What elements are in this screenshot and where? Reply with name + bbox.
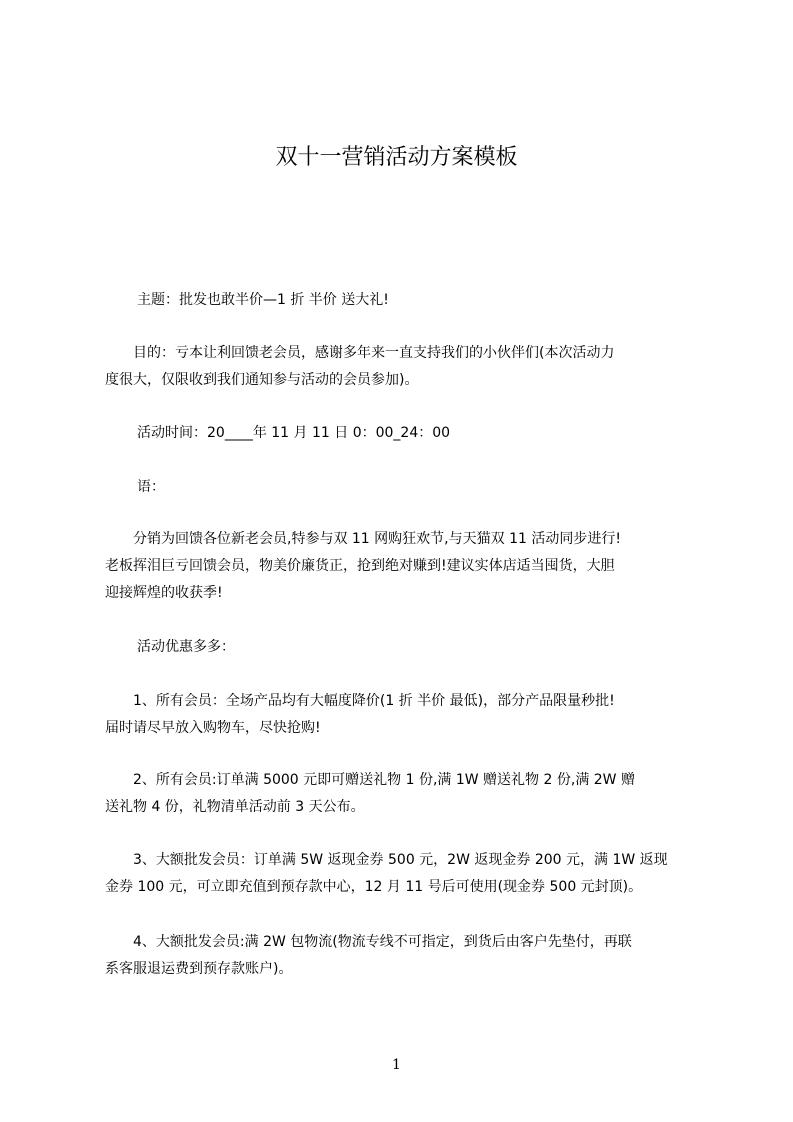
time-paragraph xyxy=(105,420,705,447)
offer-2-line-2: 送礼物 4 份，礼物清单活动前 3 天公布。 xyxy=(105,799,365,815)
theme-line: 主题：批发也敢半价—1 折 半价 送大礼! xyxy=(137,292,389,308)
offer-4-line-1: 4、大额批发会员:满 2W 包物流(物流专线不可指定，到货后由客户先垫付，再联 xyxy=(133,934,632,950)
intro-line-3: 迎接辉煌的收获季! xyxy=(105,585,223,601)
intro-line-2: 老板挥泪巨亏回馈会员，物美价廉货正，抢到绝对赚到!建议实体店适当囤货，大胆 xyxy=(105,558,615,574)
slogan-paragraph xyxy=(105,474,705,501)
slogan-label: 语： xyxy=(137,479,165,495)
purpose-line-1: 目的：亏本让利回馈老会员，感谢多年来一直支持我们的小伙伴们(本次活动力 xyxy=(133,345,615,361)
intro-line-1: 分销为回馈各位新老会员,特参与双 11 网购狂欢节,与天猫双 11 活动同步进行! xyxy=(133,531,621,547)
offers-heading-line: 活动优惠多多： xyxy=(137,639,235,655)
purpose-paragraph xyxy=(105,340,705,394)
offer-2-line-1: 2、所有会员:订单满 5000 元即可赠送礼物 1 份,满 1W 赠送礼物 2 份,满 2W 赠 xyxy=(133,772,635,788)
theme-paragraph xyxy=(105,287,705,314)
offer-2-paragraph xyxy=(105,767,705,821)
offer-4-line-2: 系客服退运费到预存款账户)。 xyxy=(105,961,293,977)
offer-3-line-1: 3、大额批发会员：订单满 5W 返现金券 500 元，2W 返现金券 200 元，满 1W 返现 xyxy=(133,852,668,868)
document-title: 双十一营销活动方案模板 xyxy=(275,145,518,170)
page-number: 1 xyxy=(392,1057,401,1073)
purpose-line-2: 度很大，仅限收到我们通知参与活动的会员参加)。 xyxy=(105,372,419,388)
offer-3-paragraph xyxy=(105,847,705,901)
intro-paragraph xyxy=(105,526,705,607)
offer-4-paragraph xyxy=(105,929,705,983)
offers-heading xyxy=(105,634,705,661)
offer-1-line-1: 1、所有会员：全场产品均有大幅度降价(1 折 半价 最低)，部分产品限量秒批! xyxy=(133,693,615,709)
offer-1-paragraph xyxy=(105,688,705,742)
offer-1-line-2: 届时请尽早放入购物车，尽快抢购! xyxy=(105,720,321,736)
time-line: 活动时间：20____年 11 月 11 日 0：00_24：00 xyxy=(137,425,451,441)
offer-3-line-2: 金券 100 元，可立即充值到预存款中心，12 月 11 号后可使用(现金券 500 元封顶)。 xyxy=(105,879,643,895)
